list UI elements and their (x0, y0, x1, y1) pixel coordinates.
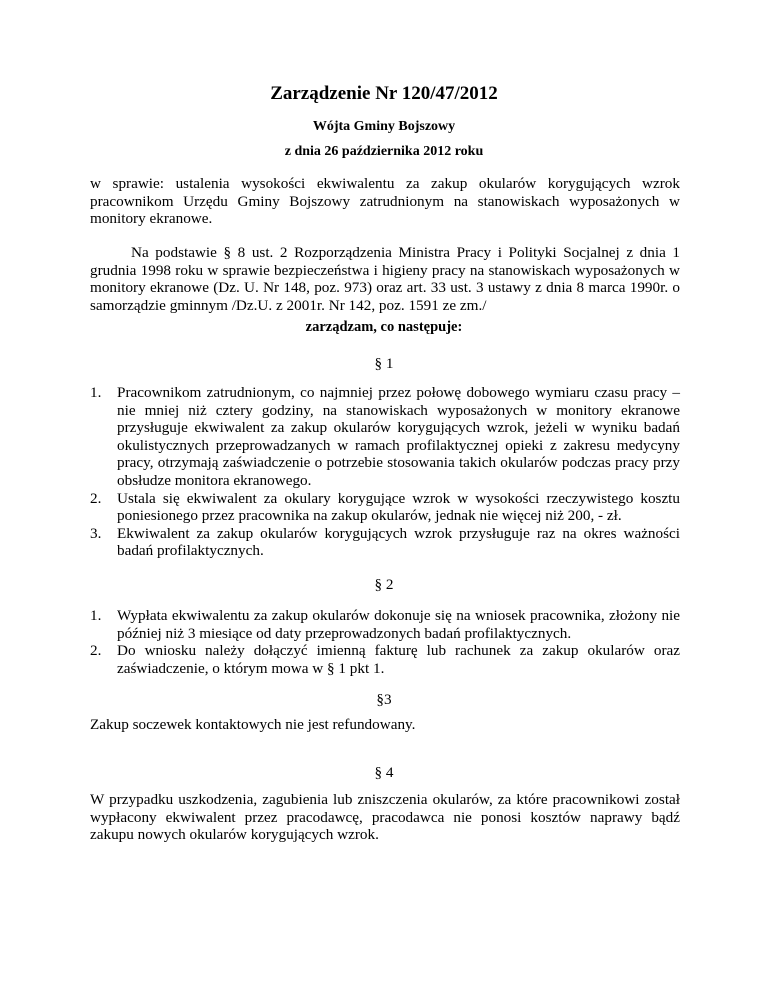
document-date: z dnia 26 października 2012 roku (284, 144, 484, 159)
list-item-number: 2. (90, 642, 102, 660)
list-item-number: 2. (90, 489, 102, 507)
list-item-number: 3. (90, 524, 102, 542)
section-heading-4: § 4 (374, 764, 394, 781)
list-item (90, 525, 680, 560)
section-3-paragraph: Zakup soczewek kontaktowych nie jest refundowany. (90, 716, 416, 733)
subject-paragraph: w sprawie: ustalenia wysokości ekwiwalentu za zakup okularów korygujących wzrok pracownikom Urzędu Gminy Bojszowy zatrudnionym na stanowiskach wyposażonych w monitory ekranowe. (90, 175, 680, 228)
decree-line: zarządzam, co następuje: (305, 319, 463, 335)
section-4-paragraph: W przypadku uszkodzenia, zagubienia lub zniszczenia okularów, za które pracownikowi został wypłacony ekwiwalent przez pracodawcę, pracodawca nie ponosi kosztów naprawy bądź zakupu nowych okularów korygujących wzrok. (90, 791, 680, 844)
section-heading-1: § 1 (374, 355, 394, 372)
list-item-text: Ekwiwalent za zakup okularów korygujących wzrok przysługuje raz na okres ważności badań profilaktycznych. (117, 524, 680, 560)
list-item (90, 642, 680, 677)
list-item-text: Wypłata ekwiwalentu za zakup okularów dokonuje się na wniosek pracownika, złożony nie później niż 3 miesiące od daty przeprowadzonych badań profilaktycznych. (117, 607, 680, 642)
section-heading-2: § 2 (374, 576, 394, 593)
list-item (90, 490, 680, 525)
section-heading-3: §3 (376, 691, 392, 708)
list-item-number: 1. (90, 384, 102, 401)
list-item (90, 607, 680, 642)
section-2-list (90, 607, 680, 677)
list-item-number: 1. (90, 607, 102, 624)
document-issuer: Wójta Gminy Bojszowy (312, 119, 456, 134)
section-1-list (90, 384, 680, 560)
legal-basis-paragraph: Na podstawie § 8 ust. 2 Rozporządzenia Ministra Pracy i Polityki Socjalnej z dnia 1 grudnia 1998 roku w sprawie bezpieczeństwa i higieny pracy na stanowiskach wyposażonych w monitory ekranowe (Dz. U. Nr 148, poz. 973) oraz art. 33 ust. 3 ustawy z dnia 8 marca 1990r. o samorządzie gminnym /Dz.U. z 2001r. Nr 142, poz. 1591 ze zm./ (90, 244, 680, 314)
list-item-text: Do wniosku należy dołączyć imienną fakturę lub rachunek za zakup okularów oraz zaświadczenie, o którym mowa w § 1 pkt 1. (117, 642, 680, 677)
list-item (90, 384, 680, 490)
document-title: Zarządzenie Nr 120/47/2012 (270, 83, 498, 104)
list-item-text: Pracownikom zatrudnionym, co najmniej przez połowę dobowego wymiaru czasu pracy – nie mniej niż cztery godziny, na stanowiskach wyposażonych w monitory ekranowe przysługuje ekwiwalent za zakup okularów korygujących wzrok, jeżeli w wyniku badań okulistycznych przeprowadzanych w ramach profilaktycznej opieki z zakresu medycyny pracy, otrzymają zaświadczenie o potrzebie stosowania takich okularów podczas pracy przy obsłudze monitora ekranowego. (117, 384, 680, 489)
list-item-text: Ustala się ekwiwalent za okulary korygujące wzrok w wysokości rzeczywistego kosztu poniesionego przez pracownika na zakup okularów, jednak nie więcej niż 200, - zł. (117, 489, 680, 525)
